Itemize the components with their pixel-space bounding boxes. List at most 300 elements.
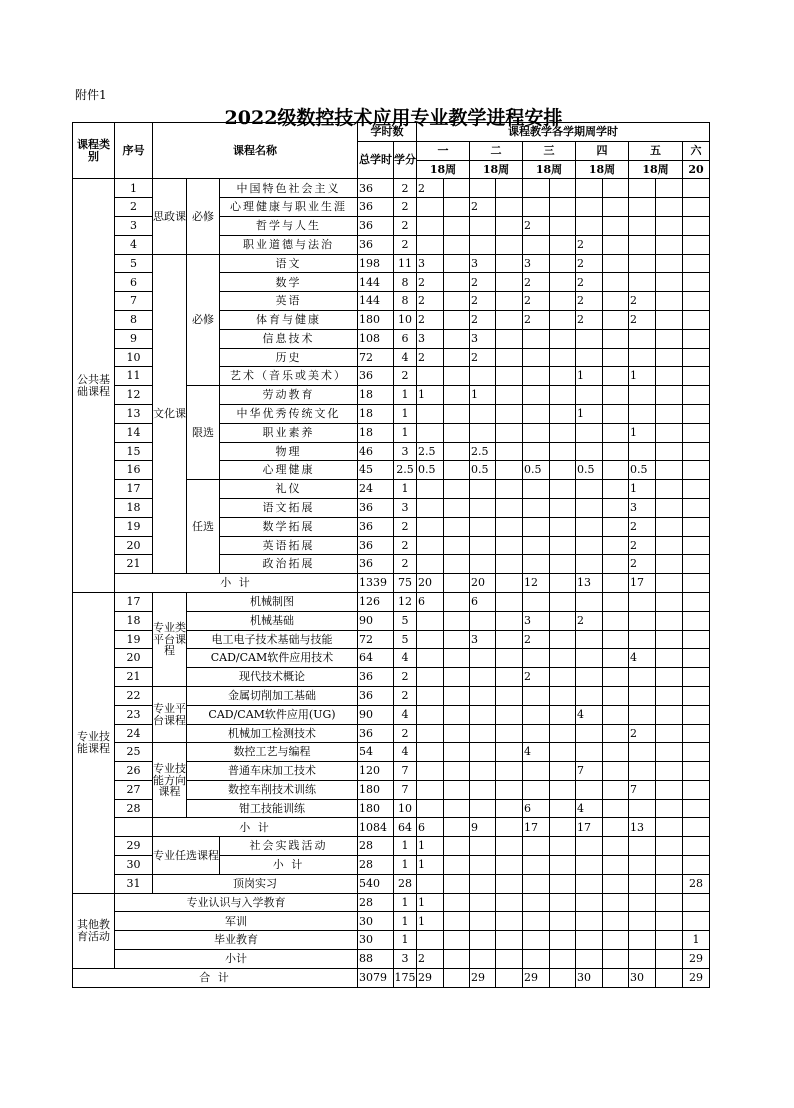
term-3-blank-cell <box>550 762 576 781</box>
course-name-cell: 数控工艺与编程 <box>187 743 358 762</box>
term-3-blank-cell <box>550 856 576 875</box>
page-title: 2022级数控技术应用专业教学进程安排 <box>224 107 563 129</box>
term-2-blank-cell <box>496 555 523 574</box>
term-5-blank-cell <box>656 179 683 198</box>
term-3-hours-cell <box>523 367 550 386</box>
term-5-hours-cell: 1 <box>629 367 656 386</box>
term-5-blank-cell <box>656 874 683 893</box>
term-3-hours-cell <box>523 762 550 781</box>
course-name-cell: 现代技术概论 <box>187 668 358 687</box>
term-1-blank-cell <box>444 179 470 198</box>
term-2-hours-cell: 0.5 <box>470 461 496 480</box>
term-1-blank-cell <box>444 705 470 724</box>
term-1-hours-cell <box>417 743 444 762</box>
seq-cell: 3 <box>115 216 153 235</box>
term-4-blank-cell <box>603 216 629 235</box>
term-2-blank-cell <box>496 592 523 611</box>
header-hours-group: 学时数 <box>358 123 417 142</box>
total-hours-cell: 3079 <box>358 968 394 987</box>
term-2-hours-cell <box>470 762 496 781</box>
term-5-blank-cell <box>656 292 683 311</box>
course-name-cell: 小 计 <box>220 856 358 875</box>
table-row <box>73 950 710 969</box>
seq-cell: 13 <box>115 404 153 423</box>
term-1-blank-cell <box>444 611 470 630</box>
term-1-hours-cell: 1 <box>417 386 444 405</box>
term-1-hours-cell <box>417 668 444 687</box>
term-3-blank-cell <box>550 386 576 405</box>
term-4-blank-cell <box>603 856 629 875</box>
term-2-blank-cell <box>496 893 523 912</box>
term-5-blank-cell <box>656 912 683 931</box>
group-required-political: 必修 <box>187 179 220 254</box>
term-1-hours-cell: 0.5 <box>417 461 444 480</box>
term-2-hours-cell <box>470 235 496 254</box>
credits-cell: 6 <box>394 329 417 348</box>
term-4-blank-cell <box>603 950 629 969</box>
term-5-hours-cell <box>629 611 656 630</box>
term-3-hours-cell <box>523 536 550 555</box>
term-2-hours-cell <box>470 179 496 198</box>
term-2-blank-cell <box>496 837 523 856</box>
term-6-hours-cell <box>683 386 710 405</box>
term-1-hours-cell <box>417 931 444 950</box>
term-2-blank-cell <box>496 968 523 987</box>
term-1-hours-cell: 3 <box>417 254 444 273</box>
credits-cell: 2 <box>394 198 417 217</box>
term-2-hours-cell <box>470 404 496 423</box>
term-3-hours-cell <box>523 592 550 611</box>
term-6-hours-cell <box>683 555 710 574</box>
term-4-blank-cell <box>603 555 629 574</box>
total-hours-cell: 30 <box>358 931 394 950</box>
term-4-hours-cell <box>576 592 603 611</box>
term-2-hours-cell <box>470 649 496 668</box>
grand-total-label: 合 计 <box>73 968 358 987</box>
term-4-hours-cell <box>576 480 603 499</box>
term-4-hours-cell: 30 <box>576 968 603 987</box>
credits-cell: 2 <box>394 536 417 555</box>
term-2-hours-cell <box>470 367 496 386</box>
term-3-hours-cell <box>523 555 550 574</box>
term-3-blank-cell <box>550 216 576 235</box>
term-1-hours-cell <box>417 480 444 499</box>
credits-cell: 28 <box>394 874 417 893</box>
credits-cell: 7 <box>394 762 417 781</box>
term-2-blank-cell <box>496 668 523 687</box>
term-1-hours-cell <box>417 198 444 217</box>
term-4-hours-cell: 2 <box>576 254 603 273</box>
term-3-hours-cell: 2 <box>523 668 550 687</box>
total-hours-cell: 54 <box>358 743 394 762</box>
term-1-blank-cell <box>444 235 470 254</box>
total-hours-cell: 46 <box>358 442 394 461</box>
term-4-hours-cell <box>576 893 603 912</box>
term-5-hours-cell: 2 <box>629 555 656 574</box>
seq-cell: 20 <box>115 536 153 555</box>
term-4-hours-cell: 17 <box>576 818 603 837</box>
seq-cell: 21 <box>115 555 153 574</box>
term-3-blank-cell <box>550 668 576 687</box>
total-hours-cell: 198 <box>358 254 394 273</box>
seq-cell: 25 <box>115 743 153 762</box>
credits-cell: 2 <box>394 517 417 536</box>
term-3-blank-cell <box>550 950 576 969</box>
course-name-cell: 语文 <box>220 254 358 273</box>
term-2-hours-cell <box>470 931 496 950</box>
term-1-hours-cell <box>417 874 444 893</box>
term-3-blank-cell <box>550 743 576 762</box>
term-3-blank-cell <box>550 329 576 348</box>
term-4-blank-cell <box>603 367 629 386</box>
course-name-cell: CAD/CAM软件应用技术 <box>187 649 358 668</box>
credits-cell: 175 <box>394 968 417 987</box>
seq-cell: 19 <box>115 517 153 536</box>
term-2-hours-cell: 2 <box>470 273 496 292</box>
term-5-hours-cell: 1 <box>629 480 656 499</box>
term-3-blank-cell <box>550 273 576 292</box>
course-name-cell: 礼仪 <box>220 480 358 499</box>
term-5-hours-cell: 2 <box>629 310 656 329</box>
term-2-blank-cell <box>496 235 523 254</box>
term-1-hours-cell: 2 <box>417 310 444 329</box>
term-5-hours-cell: 13 <box>629 818 656 837</box>
term-2-blank-cell <box>496 743 523 762</box>
course-name-cell: 英语 <box>220 292 358 311</box>
term-4-hours-cell <box>576 555 603 574</box>
term-1-blank-cell <box>444 536 470 555</box>
seq-cell: 11 <box>115 367 153 386</box>
total-hours-cell: 36 <box>358 517 394 536</box>
group-limited: 限选 <box>187 386 220 480</box>
term-3-hours-cell: 6 <box>523 799 550 818</box>
credits-cell: 2 <box>394 367 417 386</box>
total-hours-cell: 36 <box>358 216 394 235</box>
term-2-hours-cell <box>470 912 496 931</box>
term-6-hours-cell <box>683 235 710 254</box>
term-5-blank-cell <box>656 762 683 781</box>
term-5-blank-cell <box>656 536 683 555</box>
total-hours-cell: 24 <box>358 480 394 499</box>
term-4-blank-cell <box>603 480 629 499</box>
term-6-hours-cell <box>683 254 710 273</box>
seq-cell: 10 <box>115 348 153 367</box>
total-hours-cell: 36 <box>358 498 394 517</box>
term-2-hours-cell: 2 <box>470 348 496 367</box>
term-1-hours-cell: 6 <box>417 818 444 837</box>
term-4-blank-cell <box>603 705 629 724</box>
term-5-blank-cell <box>656 630 683 649</box>
term-3-hours-cell: 3 <box>523 254 550 273</box>
attachment-label: 附件1 <box>75 88 107 102</box>
term-2-hours-cell <box>470 705 496 724</box>
term-1-blank-cell <box>444 216 470 235</box>
term-4-blank-cell <box>603 574 629 593</box>
term-2-blank-cell <box>496 630 523 649</box>
term-5-blank-cell <box>656 498 683 517</box>
term-3-blank-cell <box>550 837 576 856</box>
term-5-hours-cell <box>629 254 656 273</box>
term-2-blank-cell <box>496 273 523 292</box>
term-6-hours-cell <box>683 705 710 724</box>
term-4-blank-cell <box>603 893 629 912</box>
course-name-cell: 哲学与人生 <box>220 216 358 235</box>
term-4-hours-cell <box>576 780 603 799</box>
total-hours-cell: 30 <box>358 912 394 931</box>
term-6-hours-cell <box>683 592 710 611</box>
term-5-blank-cell <box>656 705 683 724</box>
term-5-hours-cell <box>629 743 656 762</box>
term-1-blank-cell <box>444 780 470 799</box>
group-platform: 专业类平台课程 <box>153 592 187 686</box>
term-6-hours-cell <box>683 292 710 311</box>
seq-cell: 27 <box>115 780 153 799</box>
term-4-hours-cell <box>576 950 603 969</box>
table-row <box>73 874 710 893</box>
term-2-blank-cell <box>496 780 523 799</box>
term-2-blank-cell <box>496 179 523 198</box>
seq-cell: 23 <box>115 705 153 724</box>
course-name-cell: 普通车床加工技术 <box>187 762 358 781</box>
term-2-hours-cell <box>470 874 496 893</box>
term-3-hours-cell <box>523 893 550 912</box>
term-4-blank-cell <box>603 912 629 931</box>
term-1-hours-cell: 1 <box>417 893 444 912</box>
term-4-blank-cell <box>603 630 629 649</box>
header-weekly-group: 课程教学各学期周学时 <box>417 123 710 142</box>
header-term-1: 一 <box>417 141 470 160</box>
term-4-hours-cell: 2 <box>576 273 603 292</box>
term-1-blank-cell <box>444 912 470 931</box>
term-6-hours-cell <box>683 574 710 593</box>
group-direction: 专业技能方向课程 <box>153 743 187 818</box>
seq-cell: 5 <box>115 254 153 273</box>
course-name-cell: 中国特色社会主义 <box>220 179 358 198</box>
term-1-hours-cell <box>417 517 444 536</box>
credits-cell: 3 <box>394 442 417 461</box>
term-2-blank-cell <box>496 874 523 893</box>
term-3-blank-cell <box>550 968 576 987</box>
term-5-hours-cell <box>629 893 656 912</box>
term-6-hours-cell <box>683 762 710 781</box>
term-1-hours-cell <box>417 799 444 818</box>
term-2-blank-cell <box>496 310 523 329</box>
credits-cell: 1 <box>394 423 417 442</box>
course-name-cell: 物理 <box>220 442 358 461</box>
term-2-blank-cell <box>496 198 523 217</box>
term-4-blank-cell <box>603 592 629 611</box>
term-3-blank-cell <box>550 780 576 799</box>
term-1-blank-cell <box>444 630 470 649</box>
term-4-hours-cell <box>576 912 603 931</box>
term-2-blank-cell <box>496 724 523 743</box>
course-name-cell: 金属切削加工基础 <box>187 686 358 705</box>
term-1-blank-cell <box>444 254 470 273</box>
credits-cell: 4 <box>394 348 417 367</box>
term-5-blank-cell <box>656 216 683 235</box>
term-5-blank-cell <box>656 818 683 837</box>
term-6-hours-cell <box>683 423 710 442</box>
term-2-hours-cell: 3 <box>470 254 496 273</box>
credits-cell: 2.5 <box>394 461 417 480</box>
term-2-blank-cell <box>496 442 523 461</box>
term-5-hours-cell: 3 <box>629 498 656 517</box>
term-5-hours-cell <box>629 950 656 969</box>
term-5-hours-cell: 0.5 <box>629 461 656 480</box>
term-3-blank-cell <box>550 931 576 950</box>
term-1-hours-cell: 29 <box>417 968 444 987</box>
term-2-hours-cell <box>470 893 496 912</box>
term-6-hours-cell <box>683 856 710 875</box>
group-political: 思政课 <box>153 179 187 254</box>
term-5-hours-cell <box>629 179 656 198</box>
table-row <box>73 574 710 593</box>
seq-cell: 20 <box>115 649 153 668</box>
term-1-blank-cell <box>444 818 470 837</box>
term-6-hours-cell <box>683 818 710 837</box>
term-5-hours-cell <box>629 216 656 235</box>
term-1-blank-cell <box>444 856 470 875</box>
term-2-hours-cell <box>470 498 496 517</box>
term-3-blank-cell <box>550 611 576 630</box>
term-1-hours-cell <box>417 724 444 743</box>
term-3-blank-cell <box>550 348 576 367</box>
term-1-blank-cell <box>444 404 470 423</box>
term-1-blank-cell <box>444 555 470 574</box>
term-1-blank-cell <box>444 931 470 950</box>
table-row <box>73 743 710 762</box>
term-3-blank-cell <box>550 799 576 818</box>
total-hours-cell: 90 <box>358 611 394 630</box>
term-5-hours-cell <box>629 592 656 611</box>
term-4-blank-cell <box>603 442 629 461</box>
credits-cell: 4 <box>394 743 417 762</box>
term-4-hours-cell <box>576 856 603 875</box>
course-name-cell: 军训 <box>115 912 358 931</box>
term-6-hours-cell <box>683 198 710 217</box>
term-2-hours-cell <box>470 611 496 630</box>
header-weeks-1: 18周 <box>417 160 470 179</box>
term-6-hours-cell <box>683 517 710 536</box>
header-term-5: 五 <box>629 141 683 160</box>
term-2-blank-cell <box>496 799 523 818</box>
term-2-hours-cell <box>470 517 496 536</box>
term-1-hours-cell: 1 <box>417 912 444 931</box>
credits-cell: 10 <box>394 310 417 329</box>
term-5-blank-cell <box>656 968 683 987</box>
total-hours-cell: 108 <box>358 329 394 348</box>
term-4-hours-cell <box>576 216 603 235</box>
term-4-hours-cell: 1 <box>576 404 603 423</box>
seq-cell: 26 <box>115 762 153 781</box>
table-row <box>73 592 710 611</box>
seq-cell: 12 <box>115 386 153 405</box>
seq-cell: 9 <box>115 329 153 348</box>
seq-cell: 24 <box>115 724 153 743</box>
term-2-blank-cell <box>496 254 523 273</box>
term-6-hours-cell: 28 <box>683 874 710 893</box>
term-4-blank-cell <box>603 461 629 480</box>
term-5-blank-cell <box>656 780 683 799</box>
group-elective: 专业任选课程 <box>153 837 220 875</box>
term-6-hours-cell <box>683 724 710 743</box>
term-6-hours-cell <box>683 780 710 799</box>
term-5-hours-cell <box>629 912 656 931</box>
seq-cell: 7 <box>115 292 153 311</box>
term-5-hours-cell: 4 <box>629 649 656 668</box>
term-2-hours-cell: 3 <box>470 630 496 649</box>
term-6-hours-cell <box>683 668 710 687</box>
credits-cell: 2 <box>394 668 417 687</box>
term-1-hours-cell: 2 <box>417 273 444 292</box>
term-4-hours-cell <box>576 668 603 687</box>
seq-cell: 15 <box>115 442 153 461</box>
term-1-blank-cell <box>444 273 470 292</box>
course-name-cell: 小计 <box>115 950 358 969</box>
term-5-hours-cell <box>629 386 656 405</box>
table-row <box>73 912 710 931</box>
credits-cell: 1 <box>394 856 417 875</box>
term-4-blank-cell <box>603 799 629 818</box>
term-2-hours-cell: 6 <box>470 592 496 611</box>
term-6-hours-cell <box>683 310 710 329</box>
term-4-blank-cell <box>603 329 629 348</box>
term-3-blank-cell <box>550 179 576 198</box>
seq-cell: 2 <box>115 198 153 217</box>
term-2-blank-cell <box>496 480 523 499</box>
term-2-blank-cell <box>496 461 523 480</box>
category-other: 其他教育活动 <box>73 893 115 968</box>
term-5-blank-cell <box>656 931 683 950</box>
term-1-blank-cell <box>444 743 470 762</box>
seq-cell: 14 <box>115 423 153 442</box>
total-hours-cell: 18 <box>358 404 394 423</box>
term-1-blank-cell <box>444 517 470 536</box>
term-6-hours-cell <box>683 498 710 517</box>
seq-cell: 22 <box>115 686 153 705</box>
term-3-hours-cell <box>523 837 550 856</box>
term-4-blank-cell <box>603 517 629 536</box>
term-1-blank-cell <box>444 874 470 893</box>
term-5-hours-cell <box>629 442 656 461</box>
term-3-hours-cell <box>523 198 550 217</box>
term-5-blank-cell <box>656 517 683 536</box>
total-hours-cell: 540 <box>358 874 394 893</box>
seq-cell: 30 <box>115 856 153 875</box>
term-4-blank-cell <box>603 668 629 687</box>
term-3-hours-cell <box>523 348 550 367</box>
total-hours-cell: 36 <box>358 686 394 705</box>
total-hours-cell: 180 <box>358 310 394 329</box>
term-1-blank-cell <box>444 310 470 329</box>
term-4-blank-cell <box>603 423 629 442</box>
term-3-blank-cell <box>550 292 576 311</box>
term-2-hours-cell <box>470 724 496 743</box>
term-1-blank-cell <box>444 292 470 311</box>
term-1-hours-cell <box>417 705 444 724</box>
term-1-hours-cell <box>417 536 444 555</box>
term-4-blank-cell <box>603 386 629 405</box>
term-3-hours-cell <box>523 931 550 950</box>
seq-cell: 19 <box>115 630 153 649</box>
total-hours-cell: 36 <box>358 555 394 574</box>
term-1-hours-cell: 2.5 <box>417 442 444 461</box>
term-6-hours-cell <box>683 912 710 931</box>
term-1-blank-cell <box>444 686 470 705</box>
term-5-hours-cell: 2 <box>629 517 656 536</box>
term-3-blank-cell <box>550 555 576 574</box>
term-1-hours-cell <box>417 555 444 574</box>
